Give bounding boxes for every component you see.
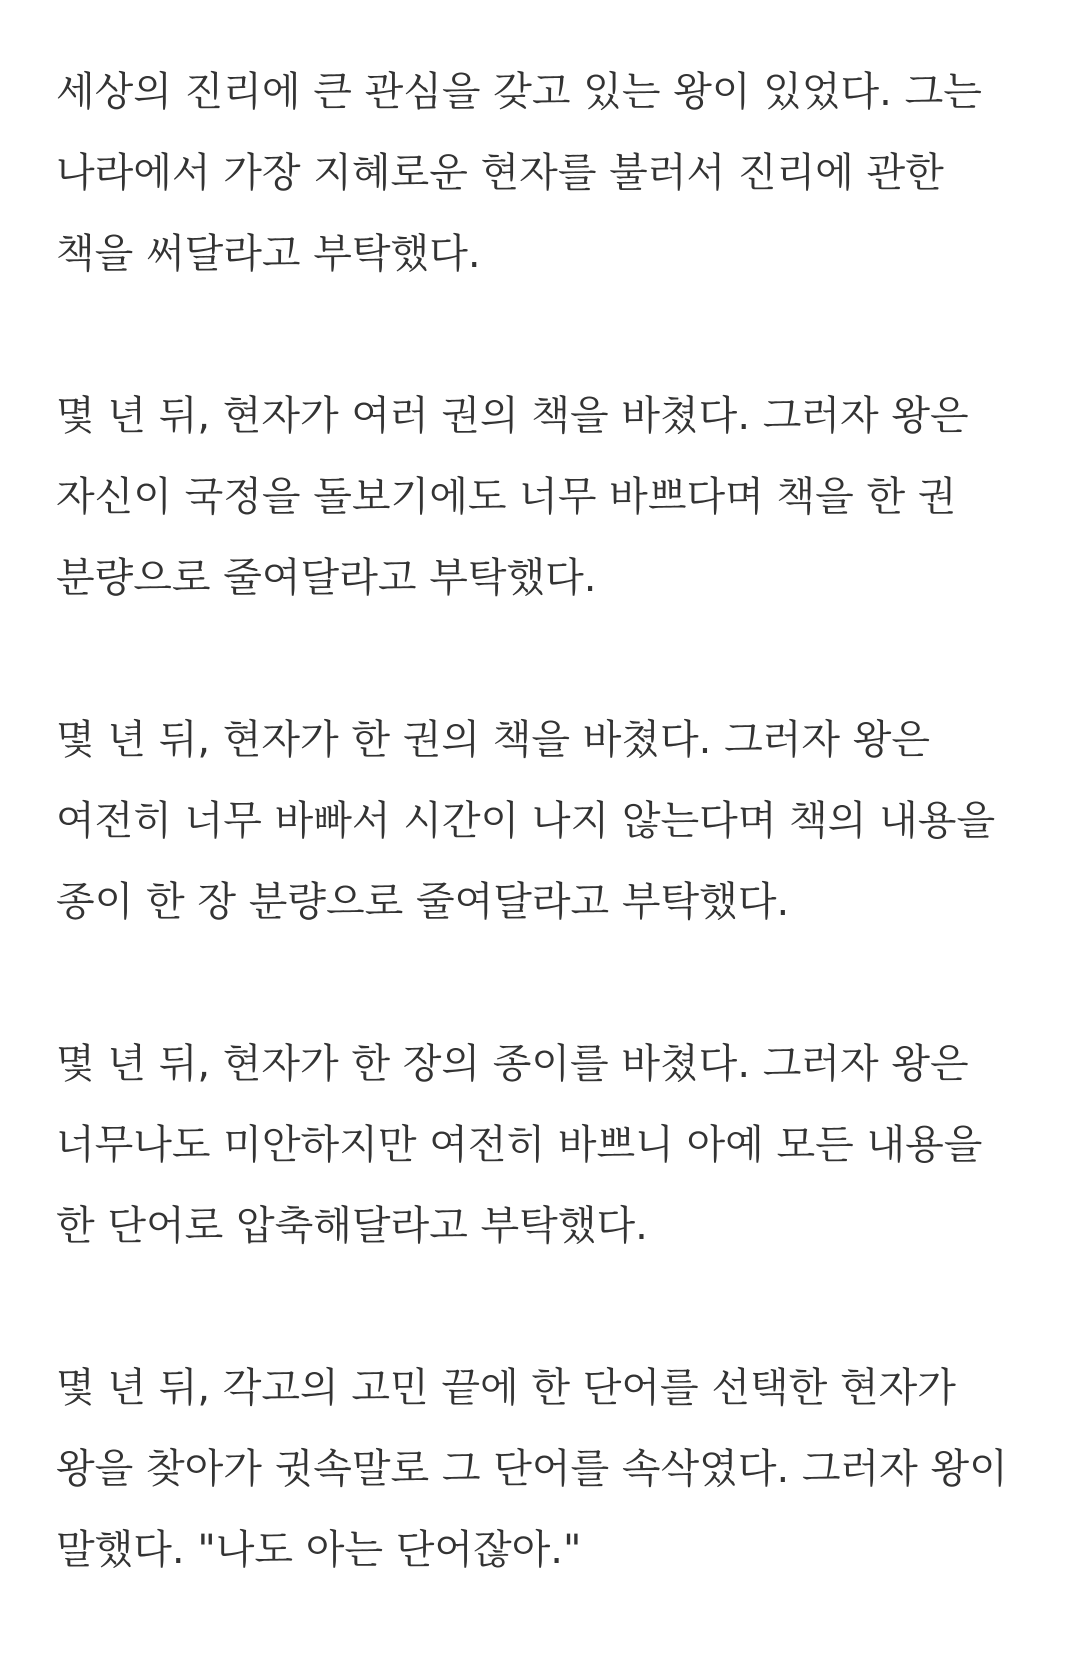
text-line: 몇 년 뒤, 각고의 고민 끝에 한 단어를 선택한 현자가 <box>56 1365 956 1411</box>
paragraph-4 <box>56 1024 1046 1267</box>
text-line: 몇 년 뒤, 현자가 여러 권의 책을 바쳤다. 그러자 왕은 <box>56 393 969 439</box>
article-body <box>56 52 1046 1672</box>
text-line: 여전히 너무 바빠서 시간이 나지 않는다며 책의 내용을 <box>56 798 996 844</box>
text-line: 분량으로 줄여달라고 부탁했다. <box>56 555 597 601</box>
paragraph-3 <box>56 700 1046 943</box>
paragraph-2 <box>56 376 1046 619</box>
paragraph-5 <box>56 1348 1046 1591</box>
text-line: 왕을 찾아가 귓속말로 그 단어를 속삭였다. 그러자 왕이 <box>56 1446 1008 1492</box>
text-line: 종이 한 장 분량으로 줄여달라고 부탁했다. <box>56 879 790 925</box>
text-line: 몇 년 뒤, 현자가 한 권의 책을 바쳤다. 그러자 왕은 <box>56 717 931 763</box>
paragraph-1 <box>56 52 1046 295</box>
text-line: 자신이 국정을 돌보기에도 너무 바쁘다며 책을 한 권 <box>56 474 957 520</box>
text-line: 한 단어로 압축해달라고 부탁했다. <box>56 1203 648 1249</box>
text-line: 너무나도 미안하지만 여전히 바쁘니 아예 모든 내용을 <box>56 1122 983 1168</box>
text-line: 나라에서 가장 지혜로운 현자를 불러서 진리에 관한 <box>56 150 944 196</box>
text-line: 세상의 진리에 큰 관심을 갖고 있는 왕이 있었다. 그는 <box>56 69 982 115</box>
text-line: 책을 써달라고 부탁했다. <box>56 231 481 277</box>
text-line: 몇 년 뒤, 현자가 한 장의 종이를 바쳤다. 그러자 왕은 <box>56 1041 969 1087</box>
text-line: 말했다. "나도 아는 단어잖아." <box>56 1527 582 1573</box>
